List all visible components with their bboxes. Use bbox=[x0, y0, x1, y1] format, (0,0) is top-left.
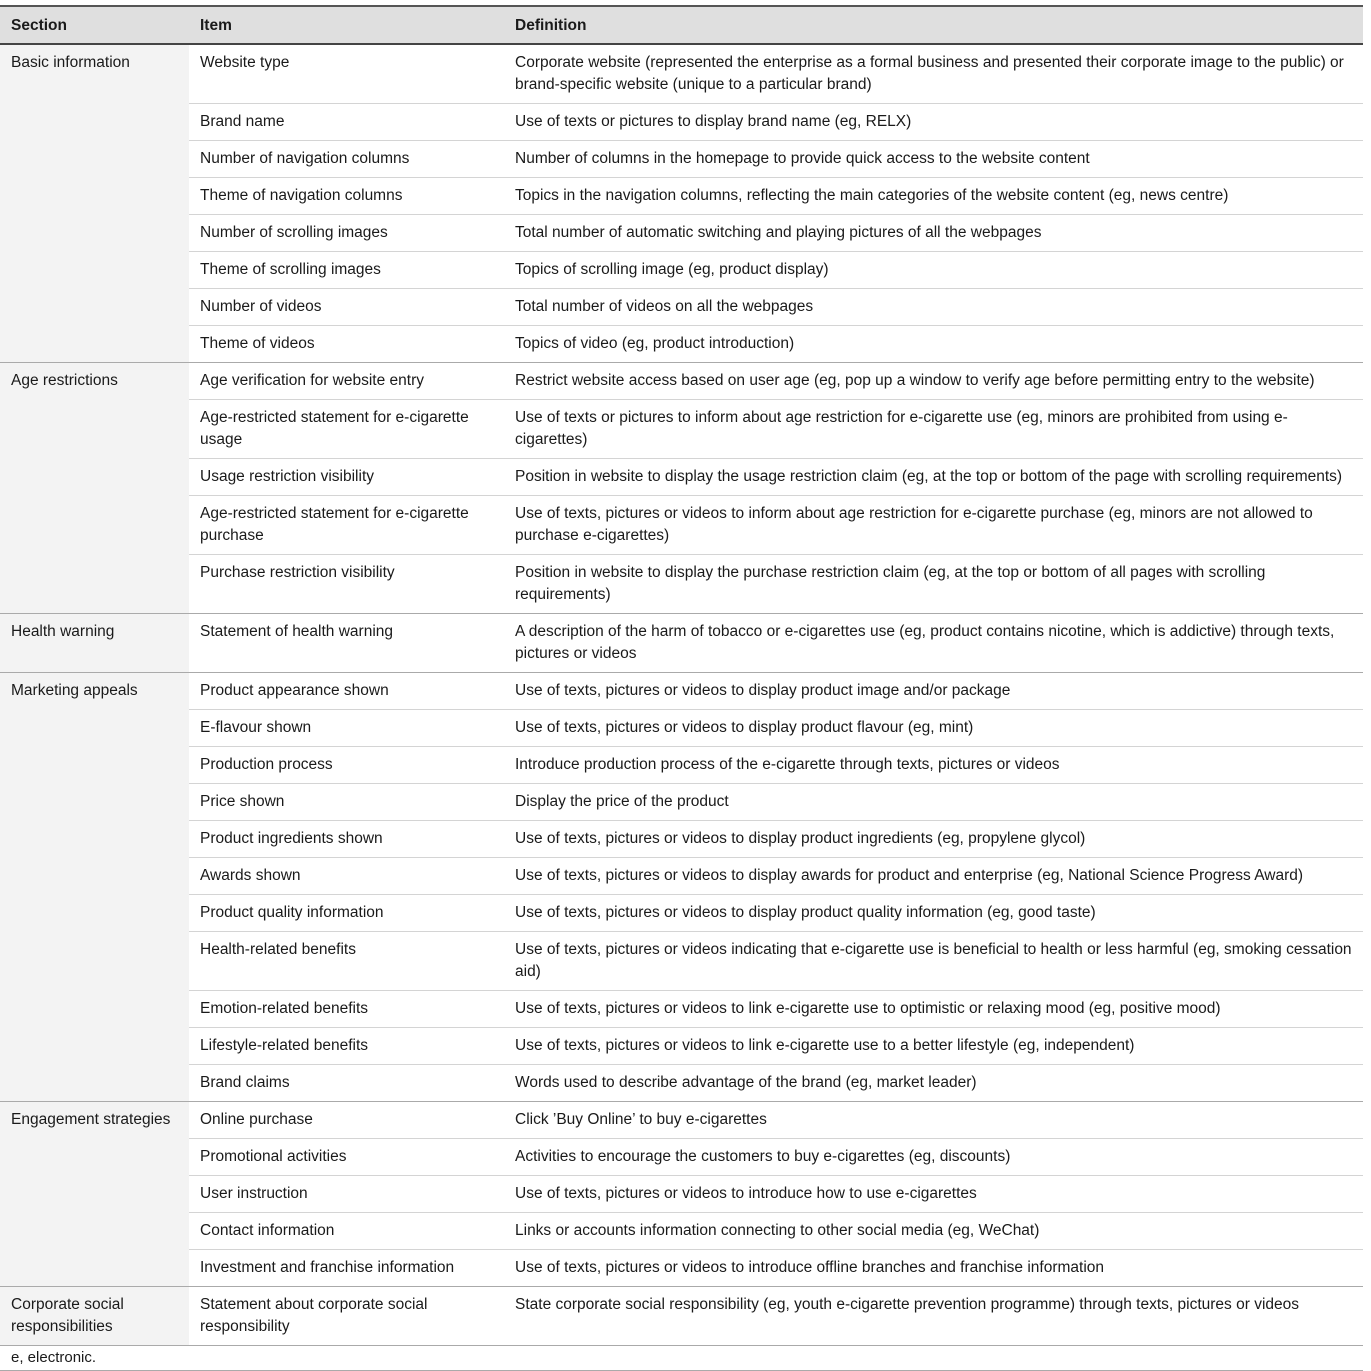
definition-cell: Words used to describe advantage of the brand (eg, market leader) bbox=[504, 1065, 1363, 1102]
table-row bbox=[0, 555, 1363, 614]
item-cell: Product quality information bbox=[189, 895, 504, 932]
definition-cell: Topics of video (eg, product introduction) bbox=[504, 326, 1363, 363]
item-cell: Age-restricted statement for e-cigarette purchase bbox=[189, 496, 504, 555]
table-row bbox=[0, 1287, 1363, 1346]
item-cell: Production process bbox=[189, 747, 504, 784]
table-row bbox=[0, 932, 1363, 991]
item-cell: Promotional activities bbox=[189, 1139, 504, 1176]
definition-cell: Links or accounts information connecting to other social media (eg, WeChat) bbox=[504, 1213, 1363, 1250]
table-footnote: e, electronic. bbox=[0, 1346, 1363, 1371]
table-row bbox=[0, 895, 1363, 932]
item-cell: User instruction bbox=[189, 1176, 504, 1213]
table-row bbox=[0, 1250, 1363, 1287]
definition-cell: Use of texts, pictures or videos to inform about age restriction for e-cigarette purchase (eg, minors are not allowed to purchase e-cigarettes) bbox=[504, 496, 1363, 555]
table-row bbox=[0, 1102, 1363, 1139]
item-cell: Lifestyle-related benefits bbox=[189, 1028, 504, 1065]
item-cell: Statement about corporate social responsibility bbox=[189, 1287, 504, 1346]
section-cell: Basic information bbox=[0, 44, 189, 363]
definition-cell: Use of texts, pictures or videos to link e-cigarette use to optimistic or relaxing mood (eg, positive mood) bbox=[504, 991, 1363, 1028]
table-row bbox=[0, 104, 1363, 141]
table-row bbox=[0, 44, 1363, 104]
section-cell: Corporate social responsibilities bbox=[0, 1287, 189, 1346]
table-row bbox=[0, 326, 1363, 363]
table-header bbox=[0, 6, 1363, 44]
definition-cell: Use of texts, pictures or videos to introduce how to use e-cigarettes bbox=[504, 1176, 1363, 1213]
table-row bbox=[0, 991, 1363, 1028]
item-cell: E-flavour shown bbox=[189, 710, 504, 747]
item-cell: Theme of videos bbox=[189, 326, 504, 363]
item-cell: Theme of scrolling images bbox=[189, 252, 504, 289]
item-cell: Statement of health warning bbox=[189, 614, 504, 673]
definition-cell: Use of texts, pictures or videos indicating that e-cigarette use is beneficial to health or less harmful (eg, smoking cessation aid) bbox=[504, 932, 1363, 991]
header-section: Section bbox=[0, 6, 189, 44]
item-cell: Emotion-related benefits bbox=[189, 991, 504, 1028]
table-row bbox=[0, 1028, 1363, 1065]
section-cell: Marketing appeals bbox=[0, 673, 189, 1102]
definition-cell: Number of columns in the homepage to provide quick access to the website content bbox=[504, 141, 1363, 178]
definition-cell: Use of texts or pictures to display brand name (eg, RELX) bbox=[504, 104, 1363, 141]
item-cell: Health-related benefits bbox=[189, 932, 504, 991]
definition-cell: Use of texts, pictures or videos to display product ingredients (eg, propylene glycol) bbox=[504, 821, 1363, 858]
definition-cell: Activities to encourage the customers to buy e-cigarettes (eg, discounts) bbox=[504, 1139, 1363, 1176]
definition-cell: Total number of videos on all the webpages bbox=[504, 289, 1363, 326]
definition-cell: State corporate social responsibility (eg, youth e-cigarette prevention programme) through texts, pictures or videos bbox=[504, 1287, 1363, 1346]
table-row bbox=[0, 821, 1363, 858]
item-cell: Age-restricted statement for e-cigarette usage bbox=[189, 400, 504, 459]
section-cell: Engagement strategies bbox=[0, 1102, 189, 1287]
definition-cell: Use of texts, pictures or videos to display awards for product and enterprise (eg, National Science Progress Award) bbox=[504, 858, 1363, 895]
definition-cell: Topics in the navigation columns, reflecting the main categories of the website content (eg, news centre) bbox=[504, 178, 1363, 215]
item-cell: Number of navigation columns bbox=[189, 141, 504, 178]
table-row bbox=[0, 400, 1363, 459]
table-row bbox=[0, 289, 1363, 326]
item-cell: Brand name bbox=[189, 104, 504, 141]
table-row bbox=[0, 215, 1363, 252]
table-row bbox=[0, 141, 1363, 178]
item-cell: Number of scrolling images bbox=[189, 215, 504, 252]
definition-cell: A description of the harm of tobacco or e-cigarettes use (eg, product contains nicotine, which is addictive) through texts, pictures or videos bbox=[504, 614, 1363, 673]
item-cell: Price shown bbox=[189, 784, 504, 821]
definition-cell: Use of texts, pictures or videos to introduce offline branches and franchise information bbox=[504, 1250, 1363, 1287]
table-row bbox=[0, 673, 1363, 710]
definition-cell: Introduce production process of the e-cigarette through texts, pictures or videos bbox=[504, 747, 1363, 784]
table-row bbox=[0, 1176, 1363, 1213]
table-body bbox=[0, 44, 1363, 1346]
definition-cell: Click ’Buy Online’ to buy e-cigarettes bbox=[504, 1102, 1363, 1139]
table-row bbox=[0, 747, 1363, 784]
table-container bbox=[0, 5, 1363, 1371]
definition-cell: Restrict website access based on user age (eg, pop up a window to verify age before permitting entry to the website) bbox=[504, 363, 1363, 400]
item-cell: Theme of navigation columns bbox=[189, 178, 504, 215]
definition-cell: Use of texts, pictures or videos to display product image and/or package bbox=[504, 673, 1363, 710]
section-cell: Age restrictions bbox=[0, 363, 189, 614]
definition-cell: Total number of automatic switching and playing pictures of all the webpages bbox=[504, 215, 1363, 252]
item-cell: Number of videos bbox=[189, 289, 504, 326]
table-row bbox=[0, 363, 1363, 400]
item-cell: Purchase restriction visibility bbox=[189, 555, 504, 614]
definition-cell: Use of texts, pictures or videos to display product quality information (eg, good taste) bbox=[504, 895, 1363, 932]
definition-cell: Display the price of the product bbox=[504, 784, 1363, 821]
codebook-table bbox=[0, 5, 1363, 1346]
definition-cell: Use of texts or pictures to inform about age restriction for e-cigarette use (eg, minors are prohibited from using e-cigarettes) bbox=[504, 400, 1363, 459]
table-row bbox=[0, 710, 1363, 747]
table-row bbox=[0, 614, 1363, 673]
item-cell: Age verification for website entry bbox=[189, 363, 504, 400]
definition-cell: Use of texts, pictures or videos to display product flavour (eg, mint) bbox=[504, 710, 1363, 747]
item-cell: Product ingredients shown bbox=[189, 821, 504, 858]
item-cell: Usage restriction visibility bbox=[189, 459, 504, 496]
table-row bbox=[0, 496, 1363, 555]
table-row bbox=[0, 1139, 1363, 1176]
item-cell: Brand claims bbox=[189, 1065, 504, 1102]
table-row bbox=[0, 1065, 1363, 1102]
table-row bbox=[0, 858, 1363, 895]
table-row bbox=[0, 178, 1363, 215]
header-definition: Definition bbox=[504, 6, 1363, 44]
definition-cell: Position in website to display the usage restriction claim (eg, at the top or bottom of the page with scrolling requirements) bbox=[504, 459, 1363, 496]
item-cell: Contact information bbox=[189, 1213, 504, 1250]
header-row bbox=[0, 6, 1363, 44]
definition-cell: Corporate website (represented the enterprise as a formal business and presented their corporate image to the public) or brand-specific website (unique to a particular brand) bbox=[504, 44, 1363, 104]
item-cell: Awards shown bbox=[189, 858, 504, 895]
item-cell: Product appearance shown bbox=[189, 673, 504, 710]
table-row bbox=[0, 1213, 1363, 1250]
item-cell: Investment and franchise information bbox=[189, 1250, 504, 1287]
section-cell: Health warning bbox=[0, 614, 189, 673]
definition-cell: Position in website to display the purchase restriction claim (eg, at the top or bottom of all pages with scrolling requirements) bbox=[504, 555, 1363, 614]
table-row bbox=[0, 459, 1363, 496]
table-row bbox=[0, 252, 1363, 289]
definition-cell: Use of texts, pictures or videos to link e-cigarette use to a better lifestyle (eg, independent) bbox=[504, 1028, 1363, 1065]
definition-cell: Topics of scrolling image (eg, product display) bbox=[504, 252, 1363, 289]
table-row bbox=[0, 784, 1363, 821]
item-cell: Website type bbox=[189, 44, 504, 104]
header-item: Item bbox=[189, 6, 504, 44]
item-cell: Online purchase bbox=[189, 1102, 504, 1139]
